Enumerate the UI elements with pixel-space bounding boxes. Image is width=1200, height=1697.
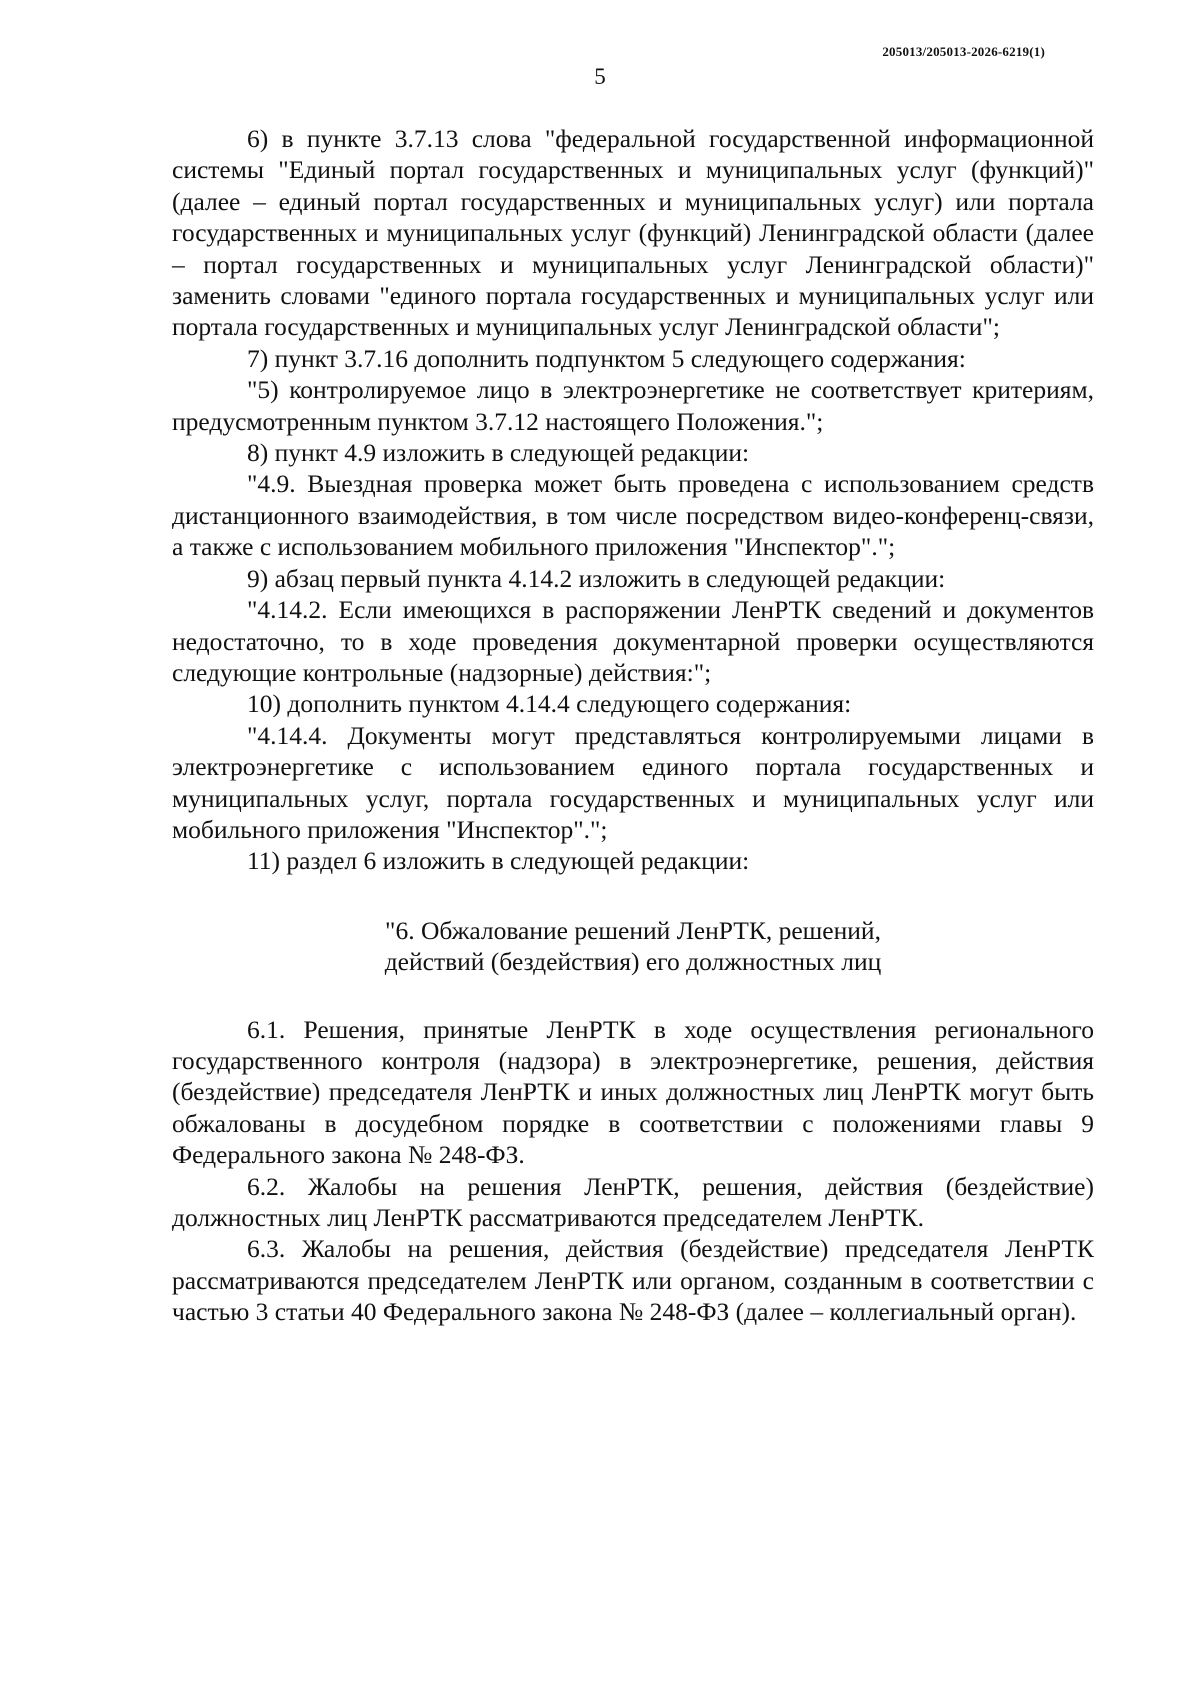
section-paragraph-6-1: 6.1. Решения, принятые ЛенРТК в ходе осуществления регионального государственного контроля (надзора) в электроэнергетике, решения, действия (бездействие) председателя ЛенРТК и иных должностных лиц ЛенРТК могут быть обжалованы в досудебном порядке в соответствии с положениями главы 9 Федерального закона № 248-ФЗ. xyxy=(172,1014,1094,1170)
section-heading-line-2: действий (бездействия) его должностных лиц xyxy=(384,947,882,977)
amendment-item-7: 7) пункт 3.7.16 дополнить подпунктом 5 следующего содержания: xyxy=(247,343,966,373)
amendment-item-9: 9) абзац первый пункта 4.14.2 изложить в следующей редакции: xyxy=(247,563,946,593)
amendment-item-9-text: "4.14.2. Если имеющихся в распоряжении ЛенРТК сведений и документов недостаточно, то в ходе проведения документарной проверки осуществляются следующие контрольные (надзорные) действия:"; xyxy=(172,595,1094,687)
section-paragraph-6-2: 6.2. Жалобы на решения ЛенРТК, решения, действия (бездействие) должностных лиц ЛенРТК рассматриваются председателем ЛенРТК. xyxy=(172,1171,1094,1232)
section-6-heading xyxy=(172,915,1094,978)
document-id: 205013/205013-2026-6219(1) xyxy=(882,44,1045,59)
page-number: 5 xyxy=(594,64,606,89)
amendment-item-7-text: "5) контролируемое лицо в электроэнергетике не соответствует критериям, предусмотренным пунктом 3.7.12 настоящего Положения."; xyxy=(172,375,1094,436)
amendment-item-6: 6) в пункте 3.7.13 слова "федеральной государственной информационной системы "Единый портал государственных и муниципальных услуг (функций)" (далее – единый портал государственных и муниципальных услуг) или портала государственных и муниципальных услуг (функций) Ленинградской области (далее – портал государственных и муниципальных услуг Ленинградской области)" заменить словами "единого портала государственных и муниципальных услуг или портала государственных и муниципальных услуг Ленинградской области"; xyxy=(172,124,1094,342)
document-body xyxy=(172,123,1094,1328)
section-heading-line-1: "6. Обжалование решений ЛенРТК, решений, xyxy=(385,915,881,945)
amendment-item-10-text: "4.14.4. Документы могут представляться контролируемыми лицами в электроэнергетике с использованием единого портала государственных и муниципальных услуг, портала государственных и муниципальных услуг или мобильного приложения "Инспектор"."; xyxy=(172,720,1094,844)
section-paragraph-6-3: 6.3. Жалобы на решения, действия (бездействие) председателя ЛенРТК рассматриваются председателем ЛенРТК или органом, созданным в соответствии с частью 3 статьи 40 Федерального закона № 248-ФЗ (далее – коллегиальный орган). xyxy=(172,1234,1094,1327)
amendment-item-10: 10) дополнить пунктом 4.14.4 следующего содержания: xyxy=(247,689,852,719)
amendment-item-8: 8) пункт 4.9 изложить в следующей редакции: xyxy=(247,438,750,468)
amendment-item-8-text: "4.9. Выездная проверка может быть проведена с использованием средств дистанционного взаимодействия, в том числе посредством видео-конференц-связи, а также с использованием мобильного приложения "Инспектор"."; xyxy=(172,469,1094,562)
amendment-item-11: 11) раздел 6 изложить в следующей редакции: xyxy=(247,846,750,876)
